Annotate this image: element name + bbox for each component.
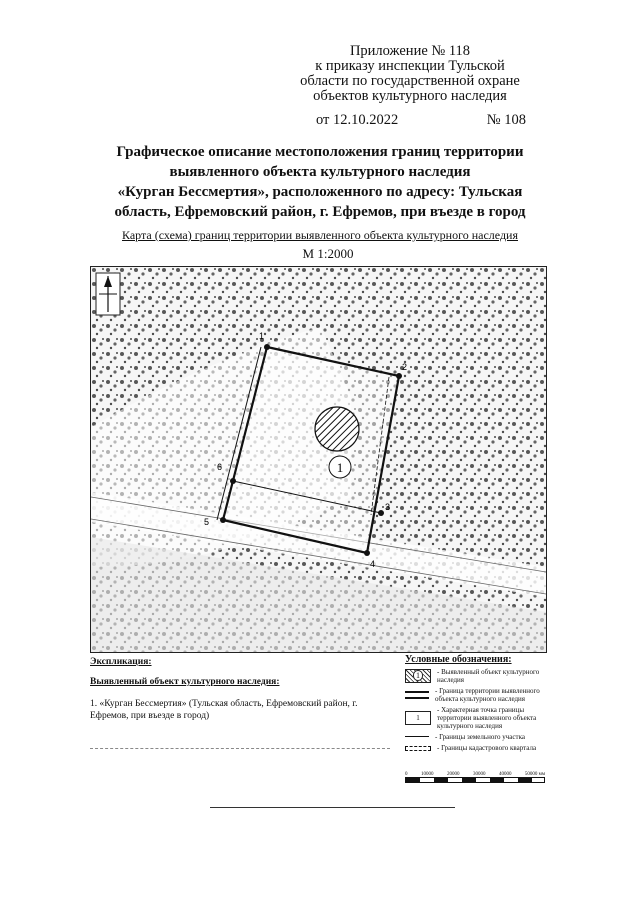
legend-symbol-boundary	[405, 691, 429, 699]
point-label-5: 5	[204, 517, 210, 527]
map-caption: Карта (схема) границ территории выявленного объекта культурного наследия	[122, 228, 518, 242]
legend	[405, 656, 555, 755]
legend-symbol-parcel	[405, 736, 429, 738]
legend-label-object: - Выявленный объект культурного наследия	[437, 668, 540, 684]
map-scale: М 1:2000	[302, 246, 354, 261]
scale-tick: 20000	[446, 772, 460, 777]
explication-heading: Экспликация:	[90, 657, 152, 667]
north-arrow	[96, 273, 120, 315]
point-label-3: 3	[385, 502, 391, 512]
scale-tick: 50000 мм	[524, 772, 545, 777]
explication	[90, 656, 390, 722]
legend-symbol-quarter	[405, 746, 431, 751]
scale-tick: 10000	[420, 772, 434, 777]
explication-item: 1. «Курган Бессмертия» (Тульская область, Ефремовский район, г. Ефремов, при въезде в город)	[90, 699, 358, 721]
order-date-row	[316, 112, 526, 129]
object-label: 1	[336, 460, 344, 475]
divider	[90, 748, 390, 749]
point-label-6: 6	[217, 462, 223, 472]
appendix-line-3: области по государственной охране	[300, 73, 520, 89]
legend-label-point: - Характерная точка границы территории выявленного объекта культурного наследия	[437, 706, 537, 730]
legend-row-point	[405, 706, 555, 730]
legend-row-parcel	[405, 733, 555, 741]
legend-row-boundary	[405, 687, 555, 703]
title-line-2: выявленного объекта культурного наследия	[169, 164, 471, 180]
scale-bar	[405, 772, 545, 783]
scale-bar-line	[405, 777, 545, 783]
legend-label-parcel: - Границы земельного участка	[435, 733, 525, 741]
point-label-1: 1	[259, 331, 265, 341]
legend-symbol-object: 1	[405, 669, 431, 683]
legend-label-quarter: - Границы кадастрового квартала	[437, 744, 537, 752]
map-drawing	[91, 267, 546, 652]
legend-row-quarter	[405, 744, 555, 752]
order-number: № 108	[486, 112, 526, 128]
legend-label-boundary: - Граница территории выявленного объекта культурного наследия	[435, 687, 540, 703]
kurgan-marker	[315, 407, 359, 451]
bottom-rule	[210, 807, 455, 808]
order-date: от 12.10.2022	[316, 112, 399, 128]
scale-tick: 40000	[498, 772, 512, 777]
aerial-map	[90, 266, 547, 653]
legend-row-object	[405, 668, 555, 684]
title-line-3: «Курган Бессмертия», расположенного по адресу: Тульская	[117, 184, 523, 200]
scale-bar-ticks	[405, 772, 545, 777]
legend-symbol-point: 1	[405, 711, 431, 725]
document-title	[80, 142, 560, 222]
appendix-header	[280, 44, 540, 104]
title-line-4: область, Ефремовский район, г. Ефремов, при въезде в город	[114, 204, 526, 220]
point-label-2: 2	[402, 362, 408, 372]
title-line-1: Графическое описание местоположения границ территории	[116, 144, 524, 160]
appendix-number: Приложение № 118	[349, 43, 471, 59]
legend-heading: Условные обозначения:	[405, 654, 512, 665]
scale-tick: 30000	[472, 772, 486, 777]
appendix-line-2: к приказу инспекции Тульской	[315, 58, 505, 74]
appendix-line-4: объектов культурного наследия	[313, 88, 507, 104]
point-label-4: 4	[370, 559, 376, 569]
scale-tick: 0	[405, 772, 408, 777]
explication-subheading: Выявленный объект культурного наследия:	[90, 677, 280, 687]
